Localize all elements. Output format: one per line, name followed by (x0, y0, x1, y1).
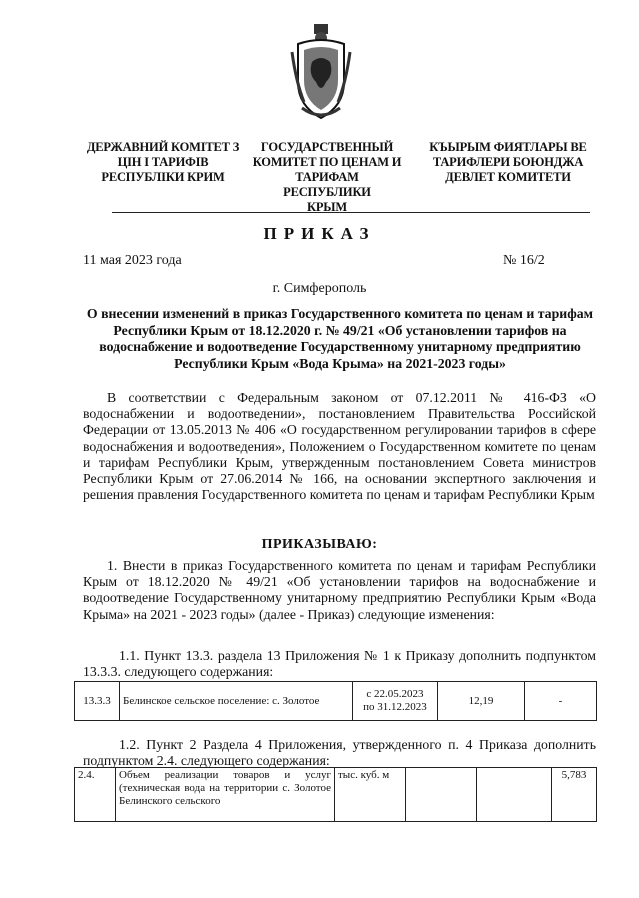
agency-line: ДЕВЛЕТ КОМИТЕТИ (445, 170, 571, 184)
agency-line: ТАРИФЛЕРИ БОЮНДЖА (432, 155, 584, 169)
table-cell-tariff-vat: - (525, 682, 597, 721)
document-title: ПРИКАЗ (263, 224, 376, 243)
document-city: г. Симферополь (272, 281, 367, 296)
item-1-2-paragraph: 1.2. Пункт 2 Раздела 4 Приложения, утвержденного п. 4 Приказа дополнить подпунктом 2.4. следующего содержания: (83, 737, 596, 769)
table-cell-name: Белинское сельское поселение: с. Золотое (120, 682, 353, 721)
order-heading: ПРИКАЗЫВАЮ: (261, 537, 378, 552)
agency-line: ТАРИФАМ РЕСПУБЛИКИ (283, 170, 371, 199)
table-cell-empty (406, 768, 477, 822)
volume-table (74, 767, 597, 822)
crimea-coat-of-arms-icon (290, 22, 352, 122)
table-cell-unit: тыс. куб. м (335, 768, 406, 822)
table-row (75, 682, 597, 721)
table-cell-tariff: 12,19 (438, 682, 525, 721)
document-subject: О внесении изменений в приказ Государственного комитета по ценам и тарифам Республики Крым от 18.12.2020 г. № 49/21 «Об установлении тарифов на водоснабжение и водоотведение Государственному унитарному предприятию Республики Крым «Вода Крыма» на 2021-2023 годы» (86, 306, 594, 371)
header-divider (112, 212, 590, 213)
table-cell-name: Объем реализации товаров и услуг (техническая вода на территории с. Золотое Белинского сельского (116, 768, 335, 822)
agency-line: КРЫМ (307, 200, 347, 214)
preamble-paragraph: В соответствии с Федеральным законом от 07.12.2011 № 416-ФЗ «О водоснабжении и водоотведении», постановлением Правительства Российской Федерации от 13.05.2013 № 406 «О государственном регулировании тарифов в сфере водоснабжения и водоотведения», Положением о Государственном комитете по ценам и тарифам Республики Крым, утвержденным постановлением Совета министров Республики Крым от 27.06.2014 № 166, на основании экспертного заключения и решения правления Государственного комитета по ценам и тарифам Республики Крым (83, 390, 596, 503)
table-cell-value: 5,783 (552, 768, 597, 822)
document-number: № 16/2 (503, 253, 545, 268)
period-from: с 22.05.2023 (366, 688, 424, 700)
agency-line: ДЕРЖАВНИЙ КОМІТЕТ З (86, 140, 240, 154)
agency-line: ГОСУДАРСТВЕННЫЙ (260, 140, 394, 154)
agency-name-ukrainian (78, 140, 248, 185)
agency-name-crimean-tatar (418, 140, 598, 185)
tariff-table (74, 681, 597, 721)
agency-name-russian (252, 140, 402, 215)
agency-line: КОМИТЕТ ПО ЦЕНАМ И (252, 155, 402, 169)
agency-line: КЪЫРЫМ ФИЯТЛАРЫ ВЕ (429, 140, 587, 154)
agency-line: ЦІН І ТАРИФІВ (117, 155, 209, 169)
agency-line: РЕСПУБЛІКИ КРИМ (101, 170, 225, 184)
table-cell-number: 13.3.3 (75, 682, 120, 721)
table-row (75, 768, 597, 822)
item-1-paragraph: 1. Внести в приказ Государственного комитета по ценам и тарифам Республики Крым от 18.12.2020 № 49/21 «Об установлении тарифов на водоснабжение и водоотведение Государственному унитарному предприятию Республики Крым «Вода Крыма» на 2021 - 2023 годы» (далее - Приказ) следующие изменения: (83, 558, 596, 622)
table-cell-number: 2.4. (75, 768, 116, 822)
table-cell-empty (477, 768, 552, 822)
item-1-1-paragraph: 1.1. Пункт 13.3. раздела 13 Приложения № 1 к Приказу дополнить подпунктом 13.3.3. следующего содержания: (83, 648, 596, 680)
period-to: по 31.12.2023 (363, 701, 427, 713)
table-cell-period (353, 682, 438, 721)
document-date: 11 мая 2023 года (83, 253, 182, 268)
